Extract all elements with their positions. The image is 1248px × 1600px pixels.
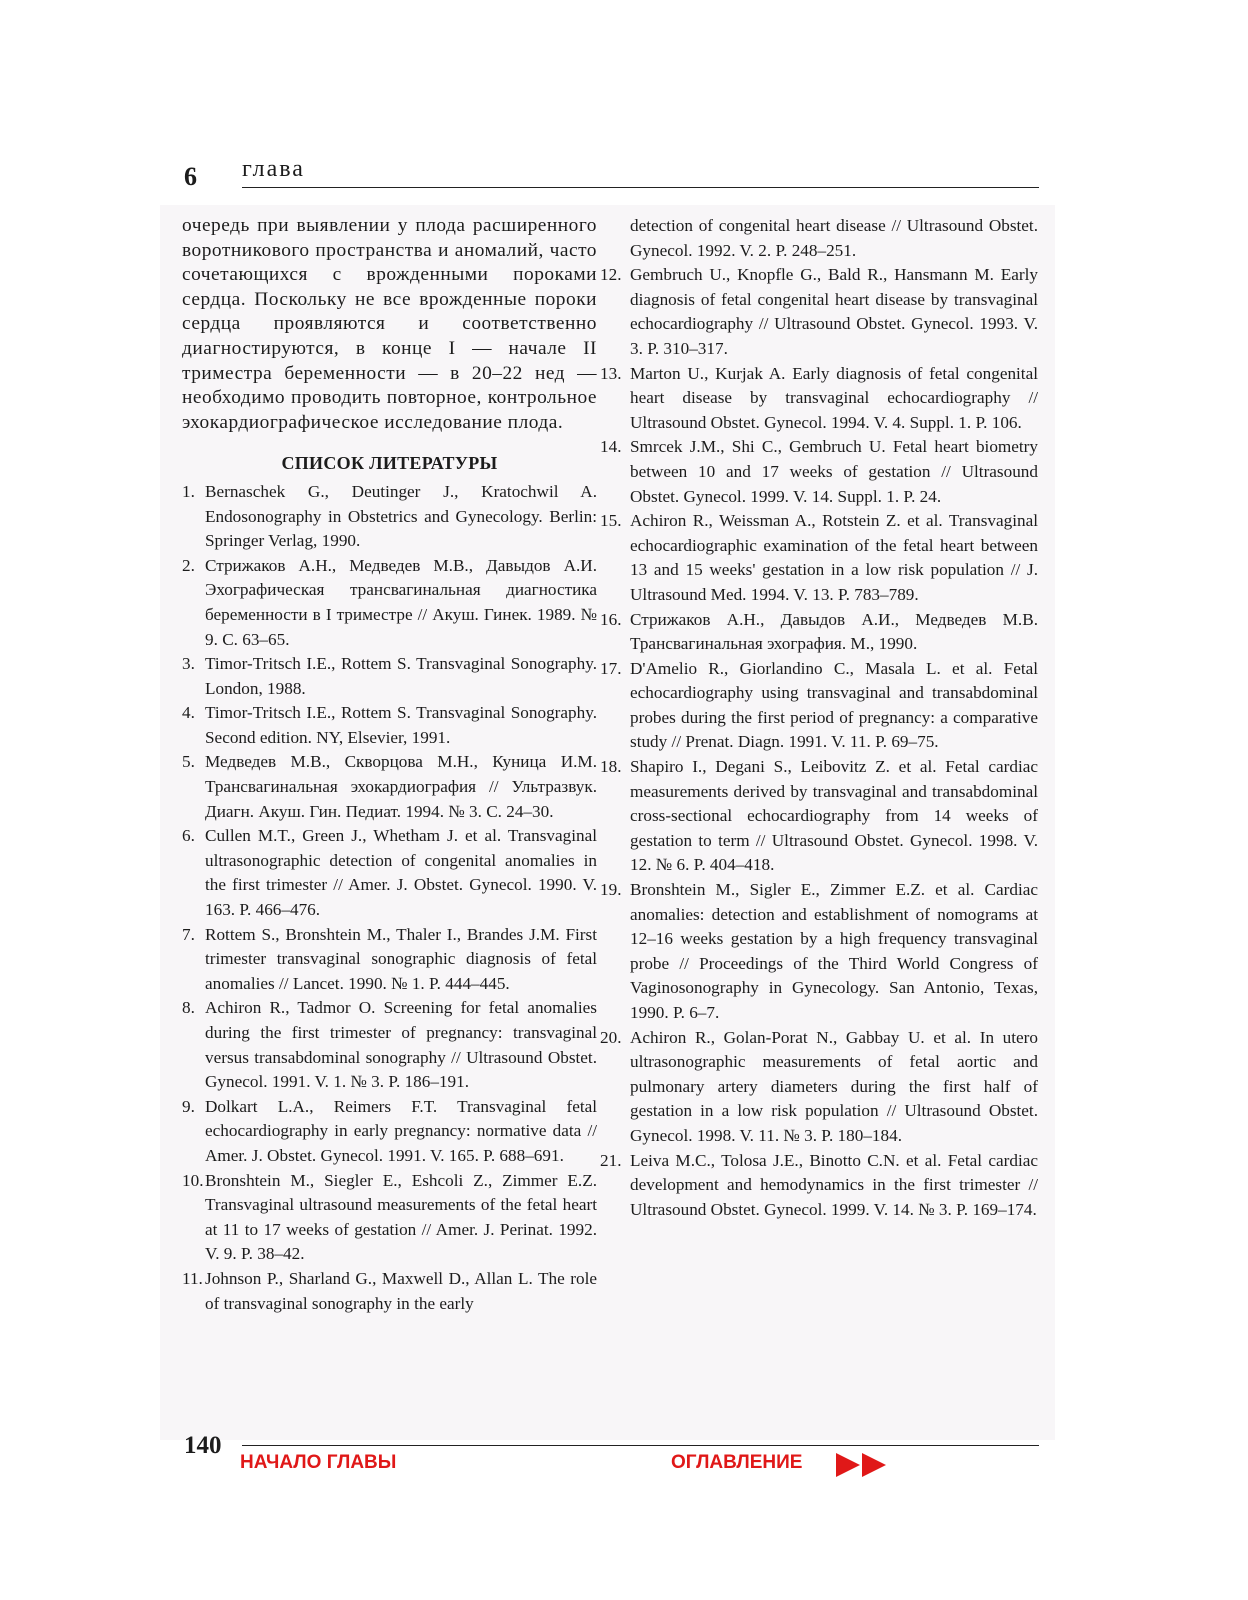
reference-item <box>182 1267 597 1316</box>
page-footer <box>184 1432 1039 1492</box>
reference-text: Achiron R., Golan-Porat N., Gabbay U. et al. In utero ultrasonographic measurements of fetal aortic and pulmonary artery diameters during the first half of gestation in a low risk population // Ultrasound Obstet. Gynecol. 1998. V. 11. № 3. P. 180–184. <box>630 1027 1038 1145</box>
reference-text: Bernaschek G., Deutinger J., Kratochwil A. Endosonography in Obstetrics and Gynecology. Berlin: Springer Verlag, 1990. <box>205 481 597 551</box>
reference-number: 5. <box>182 752 195 772</box>
reference-text: Timor-Tritsch I.E., Rottem S. Transvaginal Sonography. Second edition. NY, Elsevier, 1991. <box>205 703 597 747</box>
reference-text: Стрижаков А.Н., Давыдов А.И., Медведев М.В. Трансвагинальная эхография. М., 1990. <box>630 609 1038 654</box>
reference-text: Rottem S., Bronshtein M., Thaler I., Brandes J.M. First trimester transvaginal sonographic diagnosis of fetal anomalies // Lancet. 1990. № 1. P. 444–445. <box>205 924 597 993</box>
reference-item <box>182 480 597 554</box>
reference-item <box>182 1095 597 1169</box>
reference-item <box>182 701 597 750</box>
reference-item <box>600 263 1038 361</box>
reference-text: Стрижаков А.Н., Медведев М.В., Давыдов А.И. Эхографическая трансвагинальная диагностика беременности в I триместре // Акуш. Гинек. 1989. № 9. С. 63–65. <box>205 555 597 649</box>
reference-number: 4. <box>182 703 195 723</box>
reference-text: Leiva M.C., Tolosa J.E., Binotto C.N. et al. Fetal cardiac development and hemodynamics in the first trimester // Ultrasound Obstet. Gynecol. 1999. V. 14. № 3. P. 169–174. <box>630 1150 1038 1219</box>
reference-number: 7. <box>182 924 195 944</box>
footer-divider <box>242 1445 1039 1446</box>
right-column <box>600 214 1038 1222</box>
reference-item <box>600 657 1038 755</box>
reference-number: 3. <box>182 654 195 674</box>
reference-number: 6. <box>182 826 195 846</box>
reference-text: Bronshtein M., Siegler E., Eshcoli Z., Zimmer E.Z. Transvaginal ultrasound measurements of the fetal heart at 11 to 17 weeks of gestation // Amer. J. Perinat. 1992. V. 9. P. 38–42. <box>205 1170 597 1264</box>
reference-number: 10. <box>182 1170 204 1190</box>
reference-item <box>600 1149 1038 1223</box>
reference-number: 16. <box>600 609 622 629</box>
reference-text: Achiron R., Weissman A., Rotstein Z. et al. Transvaginal echocardiographic examination of the fetal heart between 13 and 15 weeks' gestation in a low risk population // J. Ultrasound Med. 1994. V. 13. P. 783–789. <box>630 511 1038 604</box>
reference-number: 20. <box>600 1027 622 1047</box>
reference-text: D'Amelio R., Giorlandino C., Masala L. et al. Fetal echocardiography using transvaginal and transabdominal probes during the first period of pregnancy: a comparative study // Prenat. Diagn. 1991. V. 11. P. 69–75. <box>630 658 1038 752</box>
intro-paragraph: очередь при выявлении у плода расширенного воротникового пространства и аномалий, часто сочетающихся с врожденными пороками сердца. Поскольку не все врожденные пороки сердца проявляются и соответственно диагностируются, в конце I — начале II триместра беременности — в 20–22 нед — необходимо проводить повторное, контрольное эхокардиографическое исследование плода. <box>182 215 597 433</box>
reference-number: 21. <box>600 1150 622 1170</box>
reference-item <box>182 652 597 701</box>
chapter-number: 6 <box>184 162 197 191</box>
reference-item <box>182 996 597 1094</box>
chapter-word: глава <box>242 156 305 182</box>
reference-number: 19. <box>600 880 622 900</box>
reference-number: 2. <box>182 555 195 575</box>
reference-item <box>182 1169 597 1267</box>
reference-text: Cullen M.T., Green J., Whetham J. et al. Transvaginal ultrasonographic detection of congenital anomalies in the first trimester // Amer. J. Obstet. Gynecol. 1990. V. 163. P. 466–476. <box>205 826 597 920</box>
left-column <box>182 214 597 1316</box>
reference-item <box>600 362 1038 436</box>
reference-text: Gembruch U., Knopfle G., Bald R., Hansmann M. Early diagnosis of fetal congenital heart disease by transvaginal echocardiography // Ultrasound Obstet. Gynecol. 1993. V. 3. P. 310–317. <box>630 265 1038 358</box>
reference-item <box>600 435 1038 509</box>
chapter-start-link[interactable]: НАЧАЛО ГЛАВЫ <box>240 1452 397 1473</box>
reference-list-left <box>182 480 597 1316</box>
reference-text: Johnson P., Sharland G., Maxwell D., Allan L. The role of transvaginal sonography in the early <box>205 1268 597 1313</box>
reference-item <box>182 750 597 824</box>
reference-item <box>600 509 1038 607</box>
reference-text: Shapiro I., Degani S., Leibovitz Z. et al. Fetal cardiac measurements derived by transvaginal and transabdominal cross-sectional echocardiography from 14 weeks of gestation to term // Ultrasound Obstet. Gynecol. 1998. V. 12. № 6. P. 404–418. <box>630 757 1038 875</box>
reference-number: 14. <box>600 437 622 457</box>
chapter-header <box>184 156 1039 192</box>
reference-item <box>182 824 597 922</box>
reference-number: 1. <box>182 481 195 501</box>
reference-number: 15. <box>600 511 622 531</box>
double-arrow-right-icon[interactable] <box>834 1451 890 1479</box>
reference-text: Marton U., Kurjak A. Early diagnosis of fetal congenital heart disease by transvaginal echocardiography // Ultrasound Obstet. Gynecol. 1994. V. 4. Suppl. 1. P. 106. <box>630 363 1038 432</box>
reference-text: Bronshtein M., Sigler E., Zimmer E.Z. et al. Cardiac anomalies: detection and establishment of nomograms at 12–16 weeks gestation by a high frequency transvaginal probe // Proceedings of the Third World Congress of Vaginosonography in Gynecology. San Antonio, Texas, 1990. P. 6–7. <box>630 880 1038 1022</box>
table-of-contents-link[interactable]: ОГЛАВЛЕНИЕ <box>671 1452 803 1473</box>
reference-11-continuation: detection of congenital heart disease // Ultrasound Obstet. Gynecol. 1992. V. 2. P. 248–251. <box>630 216 1038 260</box>
reference-item <box>600 608 1038 657</box>
reference-item <box>600 878 1038 1026</box>
reference-number: 8. <box>182 998 195 1018</box>
reference-item <box>600 755 1038 878</box>
reference-text: Медведев М.В., Скворцова М.Н., Куница И.М. Трансвагинальная эхокардиография // Ультразвук. Диагн. Акуш. Гин. Педиат. 1994. № 3. С. 24–30. <box>205 752 597 821</box>
reference-text: Timor-Tritsch I.E., Rottem S. Transvaginal Sonography. London, 1988. <box>205 654 597 698</box>
reference-item <box>182 554 597 652</box>
reference-number: 9. <box>182 1096 195 1116</box>
reference-text: Smrcek J.M., Shi C., Gembruch U. Fetal heart biometry between 10 and 17 weeks of gestation // Ultrasound Obstet. Gynecol. 1999. V. 14. Suppl. 1. P. 24. <box>630 437 1038 506</box>
reference-item <box>600 1026 1038 1149</box>
header-divider <box>242 187 1039 188</box>
reference-number: 11. <box>182 1268 203 1288</box>
reference-text: Achiron R., Tadmor O. Screening for fetal anomalies during the first trimester of pregnancy: transvaginal versus transabdominal sonography // Ultrasound Obstet. Gynecol. 1991. V. 1. № 3. P. 186–191. <box>205 998 597 1092</box>
page-number: 140 <box>184 1432 222 1459</box>
references-heading: СПИСОК ЛИТЕРАТУРЫ <box>281 453 498 474</box>
reference-number: 17. <box>600 658 622 678</box>
reference-list-right <box>600 263 1038 1222</box>
reference-number: 12. <box>600 265 622 285</box>
reference-number: 18. <box>600 757 622 777</box>
reference-item <box>182 923 597 997</box>
reference-number: 13. <box>600 363 622 383</box>
reference-text: Dolkart L.A., Reimers F.T. Transvaginal fetal echocardiography in early pregnancy: normative data // Amer. J. Obstet. Gynecol. 1991. V. 165. P. 688–691. <box>205 1096 597 1165</box>
